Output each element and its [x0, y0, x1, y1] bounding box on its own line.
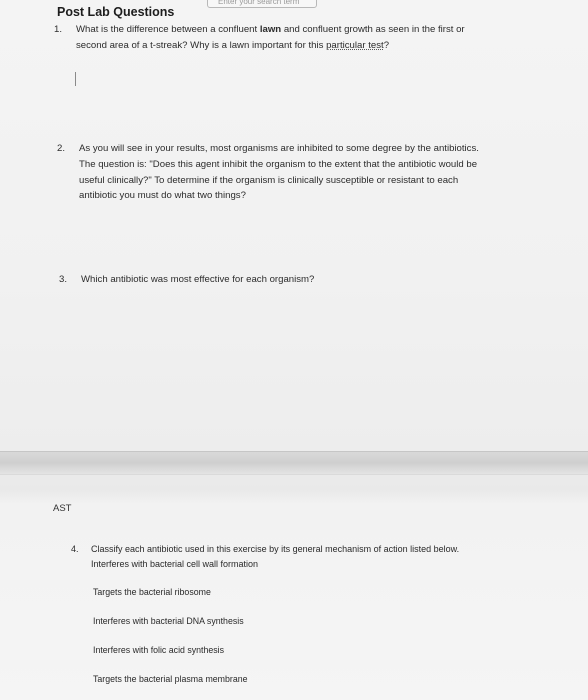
- mechanism-item: Interferes with bacterial DNA synthesis: [93, 616, 244, 626]
- question-1-line-2: second area of a t-streak? Why is a lawn important for this particular test?: [76, 39, 390, 51]
- page-divider: [0, 451, 588, 475]
- question-2-line-1: As you will see in your results, most organisms are inhibited to some degree by the antibiotics.: [79, 143, 479, 154]
- question-2-line-3: useful clinically?" To determine if the organism is clinically susceptible or resistant to each: [79, 174, 459, 186]
- question-1-line-1: What is the difference between a confluent lawn and confluent growth as seen in the first or: [76, 24, 465, 35]
- question-number: 4.: [71, 544, 79, 554]
- search-input[interactable]: Enter your search term: [207, 0, 317, 8]
- question-number: 3.: [59, 274, 68, 285]
- mechanism-item: Interferes with folic acid synthesis: [93, 645, 225, 655]
- question-number: 1.: [54, 24, 63, 35]
- question-number: 2.: [57, 143, 66, 154]
- question-3: [59, 272, 315, 288]
- section-label: AST: [53, 503, 72, 514]
- question-2-line-2: The question is: "Does this agent inhibit the organism to the extent that the antibiotic would be: [79, 158, 478, 170]
- question-2-line-4: antibiotic you must do what two things?: [79, 190, 246, 202]
- question-2: [57, 141, 569, 204]
- question-4-text: Classify each antibiotic used in this exercise by its general mechanism of action listed below.: [91, 544, 460, 554]
- page-title: Post Lab Questions: [57, 5, 175, 19]
- question-3-text: Which antibiotic was most effective for each organism?: [81, 274, 315, 285]
- mechanism-item: Interferes with bacterial cell wall formation: [91, 559, 259, 569]
- text-cursor: [75, 72, 76, 86]
- question-1: [54, 22, 465, 54]
- mechanism-item: Targets the bacterial plasma membrane: [93, 674, 248, 684]
- question-4: [71, 542, 460, 572]
- mechanism-item: Targets the bacterial ribosome: [93, 587, 211, 597]
